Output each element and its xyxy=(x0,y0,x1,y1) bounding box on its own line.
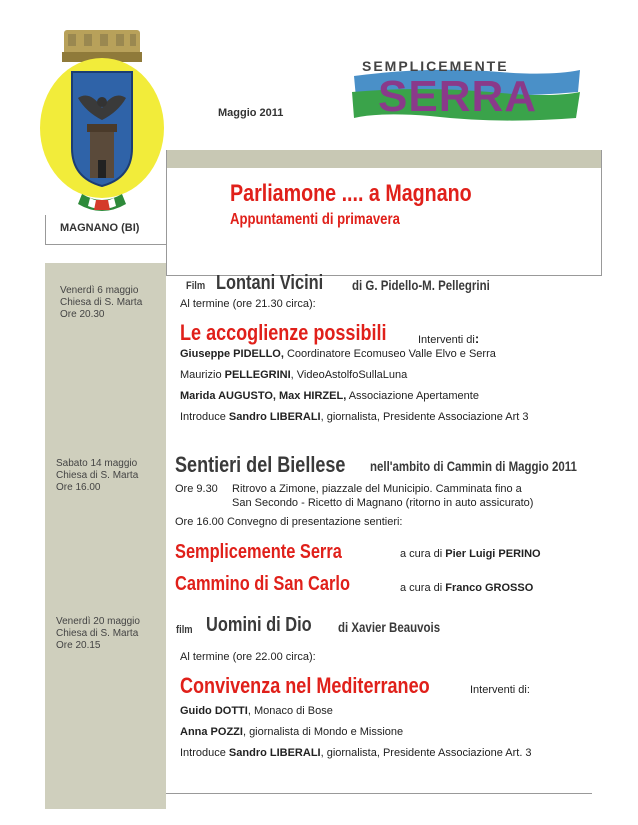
speaker-role: Coordinatore Ecomuseo Valle Elvo e Serra xyxy=(283,348,496,360)
speaker-role: , giornalista, Presidente Associazione Art 3 xyxy=(320,411,529,423)
care-label: a cura di xyxy=(400,582,446,594)
speaker-name: PELLEGRINI xyxy=(224,369,291,381)
logo-top-text: SEMPLICEMENTE xyxy=(362,58,509,74)
event2-item2-care xyxy=(400,582,533,594)
speaker-role: , Monaco di Bose xyxy=(247,705,333,717)
page-title: Parliamone .... a Magnano xyxy=(230,180,472,207)
event1-topic: Le accoglienze possibili xyxy=(180,320,387,345)
speaker-name: Anna POZZI xyxy=(180,726,243,738)
event1-speaker4 xyxy=(180,411,529,423)
care-label: a cura di xyxy=(400,548,446,560)
speaker-name: Guido DOTTI xyxy=(180,705,248,717)
event3-time: Ore 20.15 xyxy=(56,640,101,651)
event2-when xyxy=(56,458,138,494)
event2-title: Sentieri del Biellese xyxy=(175,452,346,477)
event3-kind: film xyxy=(176,624,193,636)
event1-after: Al termine (ore 21.30 circa): xyxy=(180,298,316,310)
event1-speaker1 xyxy=(180,348,496,360)
care-name: Pier Luigi PERINO xyxy=(445,548,541,560)
event3-title: Uomini di Dio xyxy=(206,614,312,636)
event2-place: Chiesa di S. Marta xyxy=(56,470,139,481)
event1-place: Chiesa di S. Marta xyxy=(60,297,143,308)
event1-interventi xyxy=(418,331,479,346)
semplicemente-serra-logo xyxy=(350,58,582,124)
event3-date: Venerdì 20 maggio xyxy=(56,616,140,627)
speaker-name: Marida AUGUSTO, Max HIRZEL, xyxy=(180,390,347,402)
event1-by: di G. Pidello-M. Pellegrini xyxy=(352,277,490,293)
speaker-role: , giornalista, Presidente Associazione Art. 3 xyxy=(320,747,532,759)
speaker-name: Sandro LIBERALI xyxy=(228,747,321,759)
speaker-pre: Introduce xyxy=(180,411,229,423)
event2-date: Sabato 14 maggio xyxy=(56,458,138,469)
side-column xyxy=(45,263,166,809)
event1-date: Venerdì 6 maggio xyxy=(60,285,139,296)
issue-date: Maggio 2011 xyxy=(218,107,284,119)
event2-line2: San Secondo - Ricetto di Magnano (ritorno in auto assicurato) xyxy=(232,497,534,509)
event3-after: Al termine (ore 22.00 circa): xyxy=(180,651,316,663)
event1-title: Lontani Vicini xyxy=(216,272,324,294)
event1-kind: Film xyxy=(186,280,206,292)
event1-speaker2 xyxy=(180,369,407,381)
speaker-pre: Introduce xyxy=(180,747,229,759)
speaker-role: , VideoAstolfoSullaLuna xyxy=(290,369,408,381)
event3-topic: Convivenza nel Mediterraneo xyxy=(180,673,430,698)
coat-of-arms xyxy=(38,28,166,218)
event1-interventi-colon: : xyxy=(474,331,480,346)
event1-interventi-label: Interventi di xyxy=(418,334,475,346)
event2-item1-title: Semplicemente Serra xyxy=(175,541,342,563)
event3-place: Chiesa di S. Marta xyxy=(56,628,139,639)
event3-speaker3 xyxy=(180,747,532,759)
event3-speaker2 xyxy=(180,726,403,738)
event1-when xyxy=(60,285,142,321)
event2-by: nell'ambito di Cammin di Maggio 2011 xyxy=(370,458,577,474)
event3-when xyxy=(56,616,140,652)
speaker-pre: Maurizio xyxy=(180,369,225,381)
speaker-role: Associazione Apertamente xyxy=(346,390,479,402)
speaker-name: Giuseppe PIDELLO, xyxy=(180,348,284,360)
logo-main-text: SERRA xyxy=(378,72,538,121)
speaker-role: , giornalista di Mondo e Missione xyxy=(242,726,404,738)
speaker-name: Sandro LIBERALI xyxy=(228,411,321,423)
event2-item1-care xyxy=(400,548,541,560)
event2-time: Ore 16.00 xyxy=(56,482,101,493)
event3-speaker1 xyxy=(180,705,333,717)
event3-interventi: Interventi di: xyxy=(470,684,530,696)
event2-item2-title: Cammino di San Carlo xyxy=(175,573,350,595)
event2-line3: Ore 16.00 Convegno di presentazione sentieri: xyxy=(175,516,403,528)
page-subtitle: Appuntamenti di primavera xyxy=(230,211,400,228)
event1-speaker3 xyxy=(180,390,479,402)
place-label: MAGNANO (BI) xyxy=(60,222,140,234)
event3-by: di Xavier Beauvois xyxy=(338,619,441,635)
bottom-rule xyxy=(166,793,592,794)
care-name: Franco GROSSO xyxy=(445,582,534,594)
event2-line1: Ritrovo a Zimone, piazzale del Municipio. Camminata fino a xyxy=(232,483,522,495)
event2-line1-time: Ore 9.30 xyxy=(175,483,218,495)
event1-time: Ore 20.30 xyxy=(60,309,105,320)
